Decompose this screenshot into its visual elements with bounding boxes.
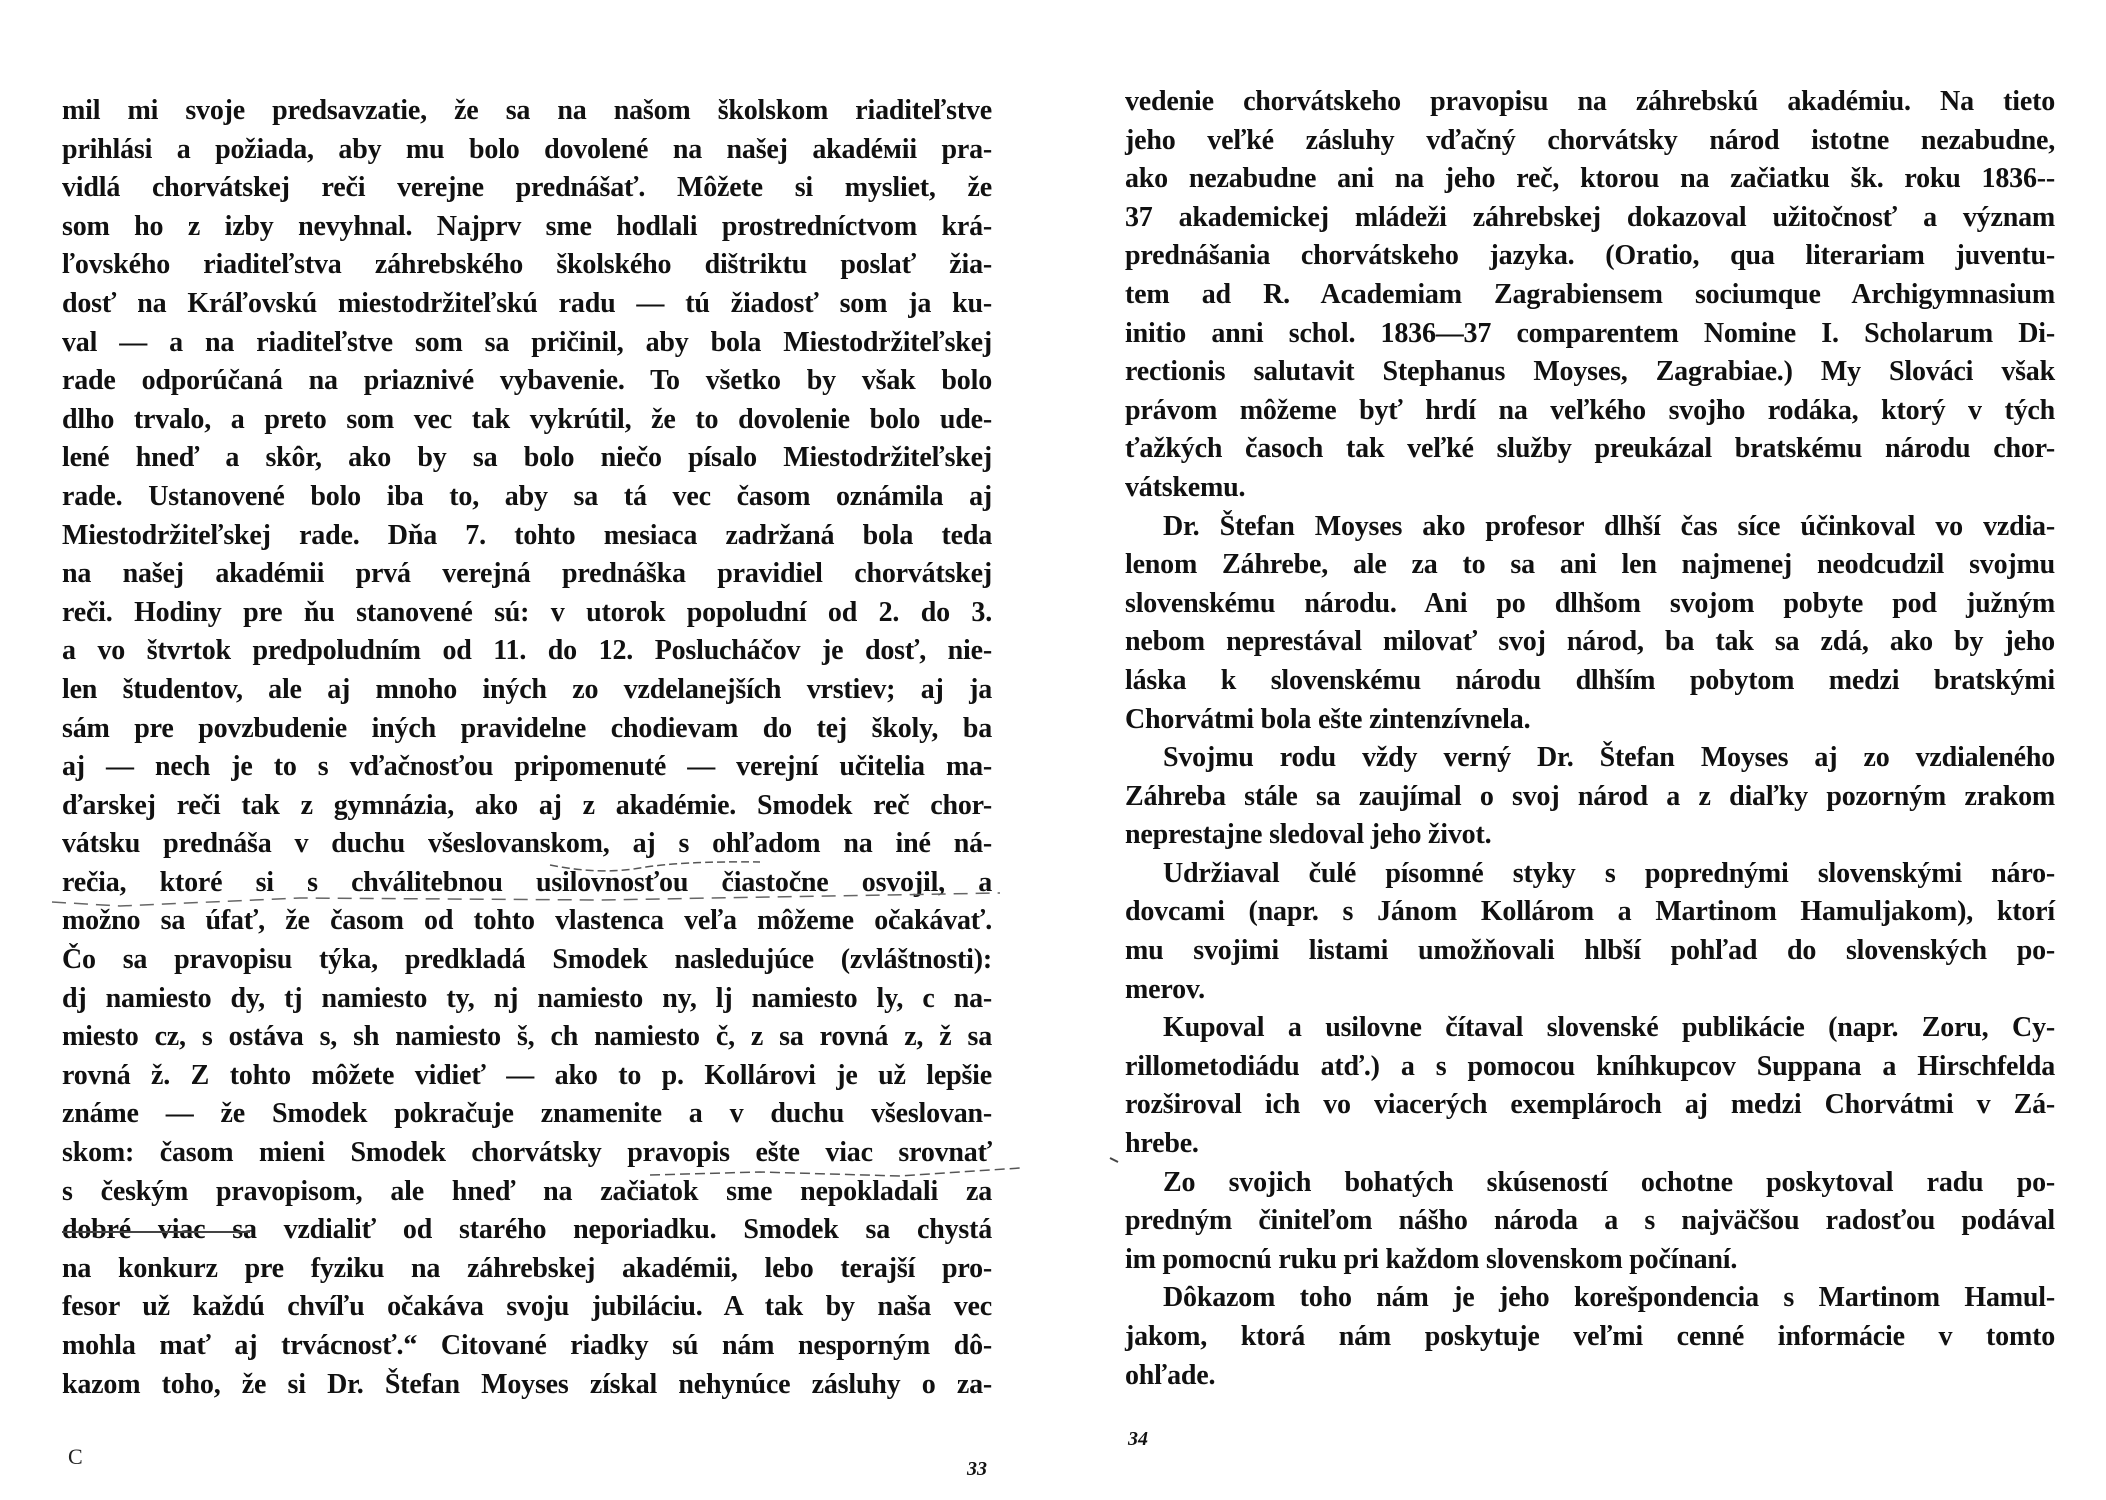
- text-line: skom: časom mieni Smodek chorvátsky pravopis ešte viac srovnať: [62, 1137, 992, 1169]
- text-line: ďarskej reči tak z gymnázia, ako aj z akadémie. Smodek reč chor-: [62, 789, 992, 821]
- text-line: Dôkazom toho nám je jeho korešpondencia s Martinom Hamul-: [1163, 1282, 2055, 1314]
- text-line: rade odporúčaná na priaznivé vybavenie. To všetko by však bolo: [62, 365, 992, 397]
- text-line: merov.: [1125, 973, 1205, 1005]
- text-line: ľovského riaditeľstva záhrebského školského dištriktu poslať žia-: [62, 249, 992, 281]
- text-line: fesor už každú chvíľu očakáva svoju jubiláciu. A tak by naša vec: [62, 1291, 992, 1323]
- text-line: a vo štvrtok predpoludním od 11. do 12. Poslucháčov je dosť, nie-: [62, 635, 992, 667]
- text-line: dj namiesto dy, tj namiesto ty, nj namiesto ny, lj namiesto ly, c na-: [62, 982, 992, 1014]
- text-line: Svojmu rodu vždy verný Dr. Štefan Moyses aj zo vzdialeného: [1163, 742, 2055, 774]
- text-line: vátsku prednáša v duchu všeslovanskom, aj s ohľadom na iné ná-: [62, 828, 992, 860]
- text-line: prihlási a požiada, aby mu bolo dovolené na našej akadéмii pra-: [62, 133, 992, 165]
- text-line: mil mi svoje predsavzatie, že sa na našom školskom riaditeľstve: [62, 95, 992, 126]
- text-line: nebom neprestával milovať svoj národ, ba tak sa zdá, ako by jeho: [1125, 626, 2055, 658]
- text-line: rillometodiádu atď.) a s pomocou kníhkupcov Suppana a Hirschfelda: [1125, 1050, 2055, 1082]
- text-line: právom môžeme byť hrdí na veľkého svojho rodáka, ktorý v tých: [1125, 394, 2055, 426]
- margin-mark: C: [68, 1444, 83, 1469]
- text-line: val — a na riaditeľstve som sa pričinil, aby bola Miestodržiteľskej: [62, 326, 992, 358]
- text-line: mu svojimi listami umožňovali hlbší pohľad do slovenských po-: [1125, 935, 2055, 967]
- text-line: jeho veľké zásluhy vďačný chorvátsky národ istotne nezabudne,: [1125, 124, 2055, 156]
- right-page: [1053, 0, 2106, 1500]
- text-line: aj — nech je to s vďačnosťou pripomenuté — verejní učitelia ma-: [62, 751, 992, 783]
- text-line: miesto cz, s ostáva s, sh namiesto š, ch namiesto č, z sa rovná z, ž sa: [62, 1021, 992, 1053]
- text-line: Záhreba stále sa zaujímal o svoj národ a z diaľky pozorným zrakom: [1125, 780, 2055, 812]
- text-line: ťažkých časoch tak veľké služby preukázal bratskému národu chor-: [1125, 433, 2055, 465]
- text-line: na našej akadémii prvá verejná prednáška pravidiel chorvátskej: [62, 558, 992, 590]
- text-line: sám pre povzbudenie iných pravidelne chodievam do tej školy, ba: [62, 712, 992, 744]
- text-line: Kupoval a usilovne čítaval slovenské publikácie (napr. Zoru, Cy-: [1163, 1012, 2055, 1044]
- text-line: vidlá chorvátskej reči verejne prednášať. Môžete si mysliet, že: [62, 172, 992, 204]
- text-line: 37 akademickej mládeži záhrebskej dokazoval užitočnosť a význam: [1125, 201, 2055, 233]
- text-line: Miestodržiteľskej rade. Dňa 7. tohto mesiaca zadržaná bola teda: [62, 519, 992, 551]
- text-line: Zo svojich bohatých skúseností ochotne poskytoval radu po-: [1163, 1166, 2055, 1198]
- text-line: dosť na Kráľovskú miestodržiteľskú radu — tú žiadosť som ja ku-: [62, 287, 992, 319]
- text-line: prednášania chorvátskeho jazyka. (Oratio, qua literariam juventu-: [1125, 240, 2055, 272]
- text-line: Udržiaval čulé písomné styky s poprednými slovenskými náro-: [1163, 857, 2055, 889]
- left-page-text: [62, 92, 992, 1404]
- text-line: Čo sa pravopisu týka, predkladá Smodek nasledujúce (zvláštnosti):: [62, 944, 992, 976]
- text-line: rečia, ktoré si s chválitebnou usilovnosťou čiastočne osvojil, a: [62, 866, 992, 898]
- text-line: láska k slovenskému národu dlhším pobytom medzi bratskými: [1125, 664, 2055, 696]
- text-line: lené hneď a skôr, ako by sa bolo niečo písalo Miestodržiteľskej: [62, 442, 992, 474]
- text-line: rade. Ustanovené bolo iba to, aby sa tá vec časom oznámila aj: [62, 480, 992, 512]
- text-line: som ho z izby nevyhnal. Najprv sme hodlali prostredníctvom krá-: [62, 210, 992, 242]
- text-line: initio anni schol. 1836—37 comparentem Nomine I. Scholarum Di-: [1125, 317, 2055, 349]
- text-line: vedenie chorvátskeho pravopisu na záhrebskú akadémiu. Na tieto: [1125, 86, 2055, 117]
- text-line: vátskemu.: [1125, 471, 1246, 503]
- text-line: tem ad R. Academiam Zagrabiensem sociumque Archigymnasium: [1125, 278, 2055, 310]
- text-line: s českým pravopisom, ale hneď na začiatok sme nepokladali za: [62, 1175, 992, 1207]
- right-page-text: [1125, 83, 2055, 1395]
- text-line: Chorvátmi bola ešte zintenzívnela.: [1125, 703, 1531, 735]
- text-line: rectionis salutavit Stephanus Moyses, Zagrabiae.) My Slováci však: [1125, 356, 2055, 388]
- text-line: mohla mať aj trvácnosť.“ Citované riadky sú nám nesporným dô-: [62, 1330, 992, 1361]
- text-line: ohľade.: [1125, 1359, 1216, 1391]
- text-line: lenom Záhrebe, ale za to sa ani len najmenej neodcudzil svojmu: [1125, 549, 2055, 581]
- text-line: hrebe.: [1125, 1128, 1199, 1160]
- text-line: na konkurz pre fyziku na záhrebskej akadémii, lebo terajší pro-: [62, 1252, 992, 1284]
- text-line: len študentov, ale aj mnoho iných zo vzdelanejších vrstiev; aj ja: [62, 673, 992, 705]
- text-line: dlho trvalo, a preto som vec tak vykrútil, že to dovolenie bolo ude-: [62, 403, 992, 435]
- text-line: dobré viac sa vzdialiť od starého neporiadku. Smodek sa chystá: [62, 1214, 992, 1246]
- text-line: známe — že Smodek pokračuje znamenite a v duchu všeslovan-: [62, 1098, 992, 1130]
- text-line: rovná ž. Z tohto môžete vidieť — ako to p. Kollárovi je už lepšie: [62, 1059, 992, 1091]
- text-line: neprestajne sledoval jeho život.: [1125, 819, 1492, 851]
- text-line: ako nezabudne ani na jeho reč, ktorou na začiatku šk. roku 1836--: [1125, 163, 2055, 195]
- text-line: predným činiteľom nášho národa a s najväčšou radosťou podával: [1125, 1205, 2055, 1237]
- text-line: im pomocnú ruku pri každom slovenskom počínaní.: [1125, 1243, 1738, 1275]
- text-line: Dr. Štefan Moyses ako profesor dlhší čas síce účinkoval vo vzdia-: [1163, 510, 2055, 542]
- text-line: možno sa úfať, že časom od tohto vlastenca veľa môžeme očakávať.: [62, 905, 992, 937]
- text-line: slovenskému národu. Ani po dlhšom svojom pobyte pod južným: [1125, 587, 2055, 619]
- text-line: reči. Hodiny pre ňu stanovené sú: v utorok popoludní od 2. do 3.: [62, 596, 992, 628]
- page-number-right: 34: [1128, 1428, 1148, 1450]
- text-line: rozširoval ich vo viacerých exemplároch aj medzi Chorvátmi v Zá-: [1125, 1089, 2055, 1121]
- page-number-left: 33: [967, 1458, 987, 1480]
- text-line: jakom, ktorá nám poskytuje veľmi cenné informácie v tomto: [1125, 1321, 2055, 1352]
- text-line: dovcami (napr. s Jánom Kollárom a Martinom Hamuljakom), ktorí: [1125, 896, 2055, 928]
- text-line: kazom toho, že si Dr. Štefan Moyses získal nehynúce zásluhy o za-: [62, 1368, 992, 1400]
